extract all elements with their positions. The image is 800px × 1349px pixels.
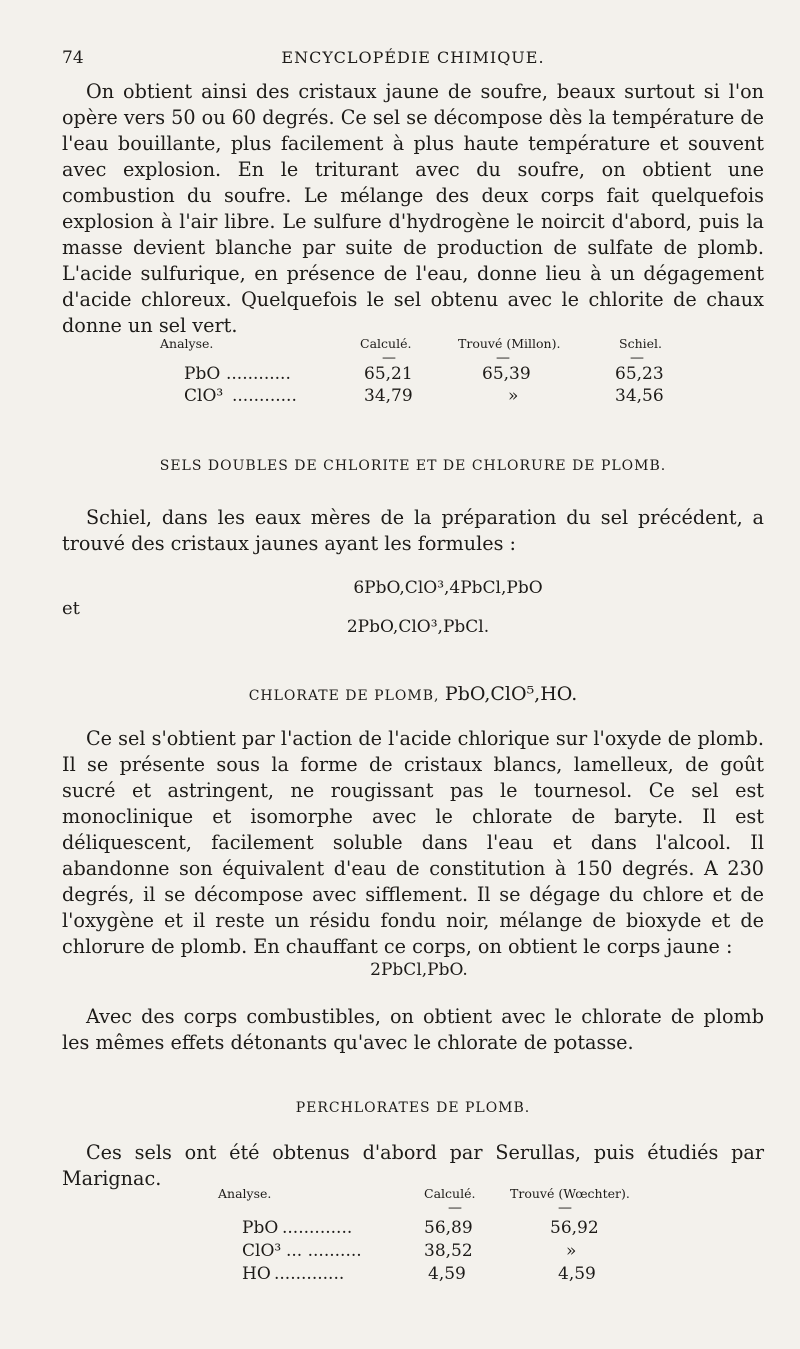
row-trouve: 65,39	[482, 364, 531, 384]
row-schiel: 34,56	[615, 386, 664, 406]
paragraph-soufre: On obtient ainsi des cristaux jaune de soufre, beaux surtout si l'on opère vers 50 ou 60 degrés. Ce sel se décompose dès la température de l'eau bouillante, plus facilement à plus haute température et souvent avec explosion. En le triturant avec du soufre, on obtient une combustion du soufre. Le mélange des deux corps fait quelquefois explosion à l'air libre. Le sulfure d'hydrogène le noircit d'abord, puis la masse devient blanche par suite de production de sulfate de plomb. L'acide sulfurique, en présence de l'eau, donne lieu à un dégagement d'acide chloreux. Quelquefois le sel obtenu avec le chlorite de chaux donne un sel vert.	[62, 80, 764, 337]
header-schiel: Schiel.	[619, 336, 662, 351]
page-header	[62, 48, 764, 72]
row-calcule: 4,59	[428, 1264, 466, 1284]
dash: —	[630, 350, 644, 366]
dash: —	[448, 1200, 462, 1216]
formula-2: 2PbO,ClO³,PbCl.	[346, 617, 490, 637]
paragraph-combustibles: Avec des corps combustibles, on obtient avec le chlorate de plomb les mêmes effets détonants qu'avec le chlorate de potasse.	[62, 1005, 764, 1054]
section-title-chlorate-formula: PbO,ClO⁵,HO.	[444, 683, 578, 705]
row-calcule: 38,52	[424, 1241, 473, 1261]
paragraph-perchlorates: Ces sels ont été obtenus d'abord par Serullas, puis étudiés par Marignac.	[62, 1141, 764, 1190]
row-label: PbO	[242, 1218, 279, 1238]
page-number: 74	[62, 48, 84, 68]
row-trouve: 56,92	[550, 1218, 599, 1238]
section-title-sels-doubles: SELS DOUBLES DE CHLORITE ET DE CHLORURE DE PLOMB.	[159, 458, 667, 474]
row-trouve: »	[566, 1241, 577, 1261]
header-calcule: Calculé.	[424, 1186, 476, 1201]
row-schiel: 65,23	[615, 364, 664, 384]
table-row	[62, 386, 662, 408]
row-label: ClO³	[184, 386, 224, 406]
row-calcule: 34,79	[364, 386, 413, 406]
header-trouve: Trouvé (Millon).	[458, 336, 561, 351]
running-title: ENCYCLOPÉDIE CHIMIQUE.	[281, 48, 545, 67]
row-label: ClO³	[242, 1241, 282, 1261]
header-analyse: Analyse.	[160, 336, 214, 351]
row-calcule: 65,21	[364, 364, 413, 384]
row-leader: ............	[232, 386, 297, 406]
header-analyse: Analyse.	[218, 1186, 272, 1201]
dash: —	[496, 350, 510, 366]
paragraph-chlorate: Ce sel s'obtient par l'action de l'acide chlorique sur l'oxyde de plomb. Il se présente sous la forme de cristaux blancs, lamelleux, de goût sucré et astringent, ne rougissant pas le tournesol. Ce sel est monoclinique et isomorphe avec le chlorate de baryte. Il est déliquescent, facilement soluble dans l'eau et dans l'alcool. Il abandonne son équivalent d'eau de constitution à 150 degrés. A 230 degrés, il se décompose avec sifflement. Il se dégage du chlore et de l'oxygène et il reste un résidu fondu noir, mélange de bioxyde et de chlorure de plomb. En chauffant ce corps, on obtient le corps jaune :	[62, 727, 764, 958]
header-trouve: Trouvé (Wœchter).	[510, 1186, 630, 1201]
paragraph-schiel: Schiel, dans les eaux mères de la préparation du sel précédent, a trouvé des cristaux jaunes ayant les formules :	[62, 506, 764, 555]
table-row	[62, 1241, 662, 1263]
row-trouve: »	[508, 386, 519, 406]
row-label: PbO	[184, 364, 221, 384]
formula-3: 2PbCl,PbO.	[370, 960, 468, 980]
header-calcule: Calculé.	[360, 336, 412, 351]
row-leader: ............	[226, 364, 291, 384]
row-trouve: 4,59	[558, 1264, 596, 1284]
section-title-chlorate	[62, 683, 764, 705]
conjunction-et: et	[62, 598, 80, 619]
formula-1: 6PbO,ClO³,4PbCl,PbO	[353, 578, 543, 598]
section-title-chlorate-text: CHLORATE DE PLOMB,	[248, 688, 440, 704]
dash: —	[558, 1200, 572, 1216]
row-label: HO	[242, 1264, 271, 1284]
row-calcule: 56,89	[424, 1218, 473, 1238]
dash: —	[382, 350, 396, 366]
row-leader: ... ..........	[286, 1241, 362, 1261]
table-row	[62, 1218, 662, 1240]
row-leader: .............	[274, 1264, 345, 1284]
table-row	[62, 364, 662, 386]
row-leader: .............	[282, 1218, 353, 1238]
table-row	[62, 1264, 662, 1286]
section-title-perchlorates: PERCHLORATES DE PLOMB.	[295, 1100, 531, 1116]
